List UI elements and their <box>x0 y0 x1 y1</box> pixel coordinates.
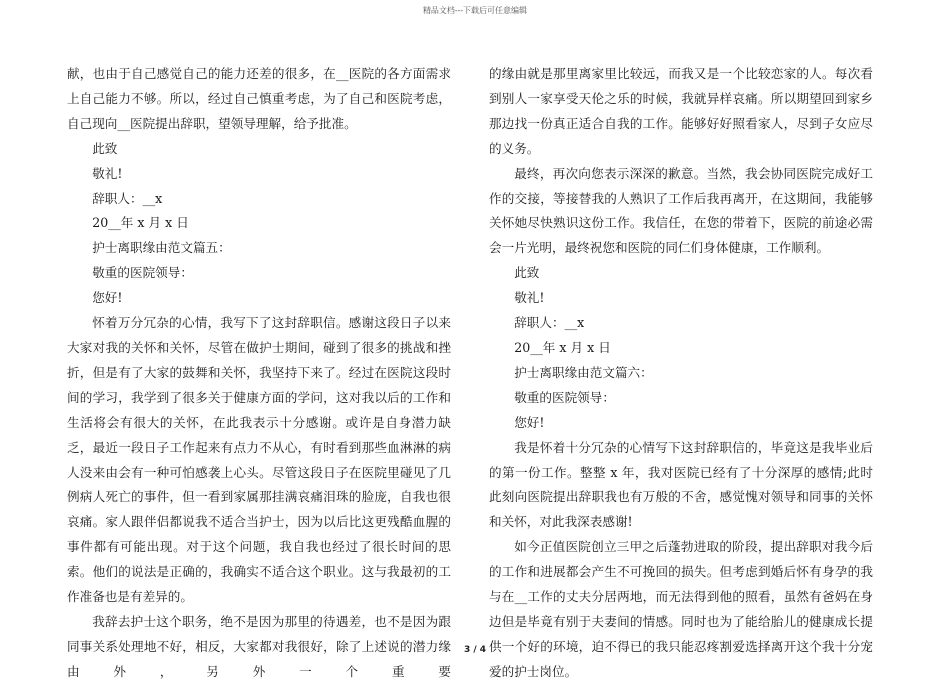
paragraph: 我是怀着十分冗杂的心情写下这封辞职信的，毕竟这是我毕业后的第一份工作。整整 x 年，我对医院已经有了十分深厚的感情;此时此刻向医院提出辞职我也有万般的不舍，感觉愧对领导和同事的关怀和关怀，对此我深表感谢! <box>489 439 873 530</box>
left-column <box>67 62 451 685</box>
paragraph: 辞职人：__x <box>92 190 163 206</box>
paragraph: 敬礼! <box>92 165 123 181</box>
paragraph: 的缘由就是那里离家里比较远，而我又是一个比较恋家的人。每次看到别人一家享受天伦之乐的时候，我就异样哀痛。所以期望回到家乡那边找一份真正适合自我的工作。能够好好照看家人，尽到子女应尽的义务。 <box>489 66 873 156</box>
paragraph: 敬礼! <box>514 290 545 306</box>
paragraph: 您好! <box>92 290 123 306</box>
paragraph: 如今正值医院创立三甲之后蓬勃进取的阶段，提出辞职对我今后的工作和进展都会产生不可挽回的损失。但考虑到婚后怀有身孕的我与在__工作的丈夫分居两地，而无法得到他的照看，虽然有爸妈在身边但是毕竟有别于夫妻间的情感。同时也为了能给胎儿的健康成长提供一个好的环境，迫不得已的我只能忍疼割爱选择离开这个我十分宠爱的护士岗位。 <box>489 539 873 679</box>
paragraph: 您好! <box>514 414 545 430</box>
paragraph: 我辞去护士这个职务，绝不是因为那里的待遇差，也不是因为跟同事关系处理地不好，相反，大家都对我很好，除了上述说的潜力缘由外，另外一个重要 <box>67 613 451 679</box>
right-column <box>489 62 873 685</box>
paragraph: 20__年 x 月 x 日 <box>514 339 611 355</box>
paragraph: 辞职人：__x <box>514 315 585 331</box>
paragraph: 献，也由于自己感觉自己的能力还差的很多，在__医院的各方面需求上自己能力不够。所以，经过自己慎重考虑，为了自己和医院考虑，自己现向__医院提出辞职，望领导理解，给予批准。 <box>67 66 451 131</box>
page-header: 精品文档---下载后可任意编辑 <box>422 6 528 15</box>
paragraph: 护士离职缘由范文篇六： <box>514 364 653 380</box>
paragraph: 此致 <box>92 140 118 156</box>
paragraph: 此致 <box>514 265 540 281</box>
paragraph: 敬重的医院领导： <box>92 265 193 281</box>
paragraph: 敬重的医院领导： <box>514 389 615 405</box>
page-number: 3 / 4 <box>463 645 487 655</box>
paragraph: 最终，再次向您表示深深的歉意。当然，我会协同医院完成好工作的交接，等接替我的人熟识了工作后我再离开，在这期间，我能够关怀她尽快熟识这份工作。我信任，在您的带着下，医院的前途必需会一片光明，最终祝您和医院的同仁们身体健康，工作顺利。 <box>489 165 873 256</box>
paragraph: 怀着万分冗杂的心情，我写下了这封辞职信。感谢这段日子以来大家对我的关怀和关怀，尽管在做护士期间，碰到了很多的挑战和挫折，但是有了大家的鼓舞和关怀，我坚持下来了。经过在医院这段时间的学习，我学到了很多关于健康方面的学问，这对我以后的工作和生活将会有很大的关怀，在此我表示十分感谢。或许是自身潜力缺乏，最近一段日子工作起来有点力不从心，有时看到那些血淋淋的病人没来由会有一种可怕感袭上心头。尽管这段日子在医院里碰见了几例病人死亡的事件，但一看到家属那挂满哀痛泪珠的脸庞，自我也很哀痛。家人跟伴侣都说我不适合当护士，因为以后比这更残酷血腥的事件都有可能出现。对于这个问题，我自我也经过了很长时间的思索。他们的说法是正确的，我确实不适合这个职业。这与我最初的工作准备也是有差异的。 <box>67 315 451 605</box>
paragraph: 20__年 x 月 x 日 <box>92 215 189 231</box>
paragraph: 护士离职缘由范文篇五： <box>92 240 231 256</box>
